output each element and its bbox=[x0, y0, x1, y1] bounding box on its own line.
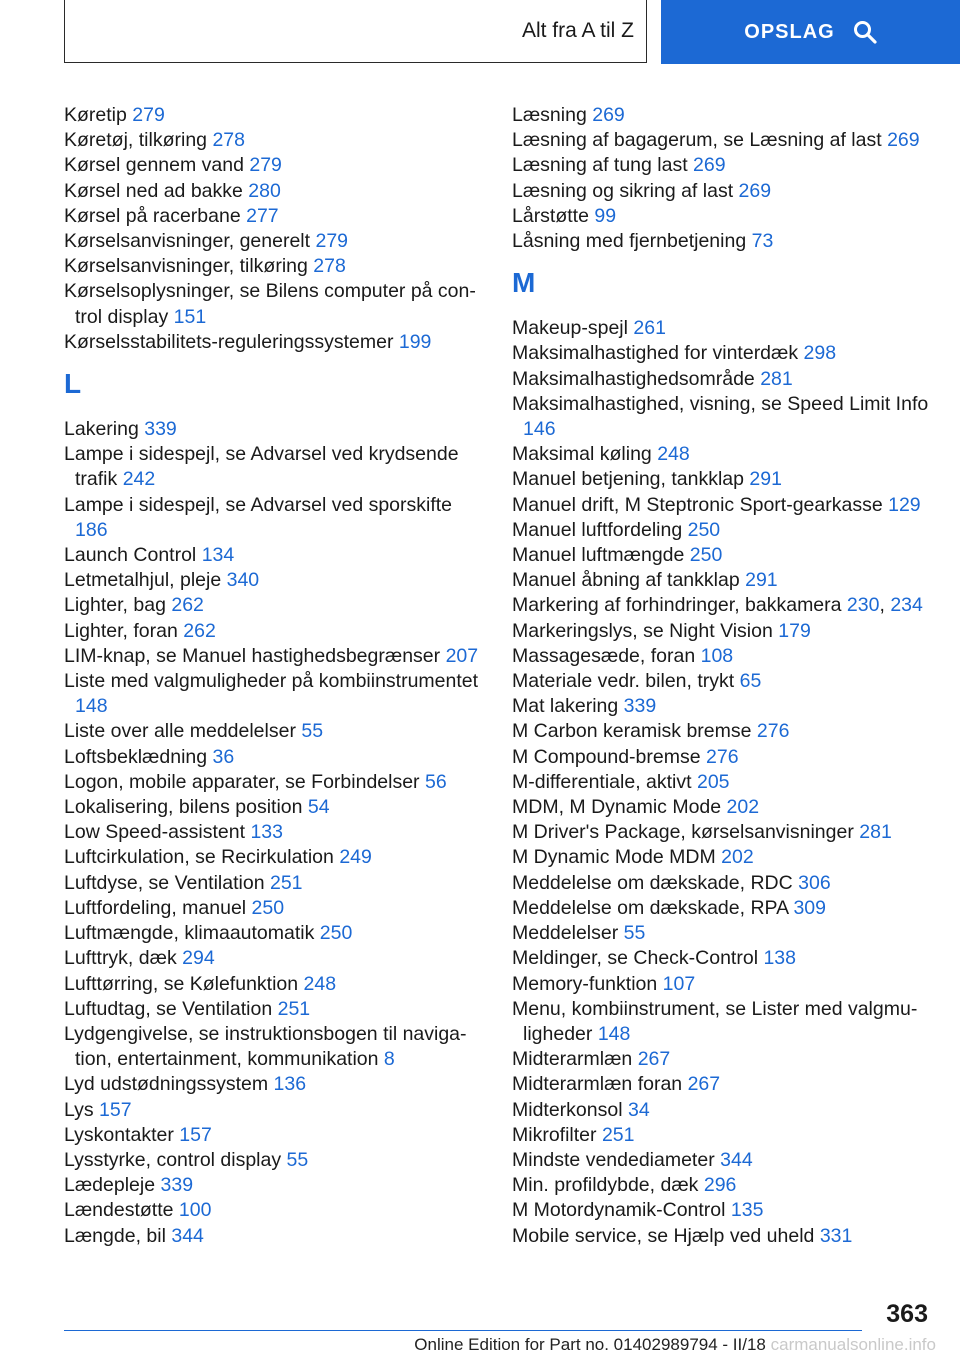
index-term: Lufttryk, dæk bbox=[64, 947, 177, 970]
page-link[interactable]: 262 bbox=[171, 594, 204, 617]
index-entry bbox=[64, 719, 484, 744]
index-entry bbox=[512, 972, 932, 997]
index-entry bbox=[512, 392, 932, 442]
page-link[interactable]: 249 bbox=[339, 846, 372, 869]
index-term: Lokalisering, bilens position bbox=[64, 796, 303, 819]
index-term: Lampe i sidespejl, se Advarsel ved sporskifte bbox=[64, 493, 453, 516]
page-link[interactable]: 294 bbox=[182, 947, 215, 970]
index-term: Midterkonsol bbox=[512, 1098, 623, 1121]
index-term: Lædepleje bbox=[64, 1174, 156, 1197]
index-term: Luftudtag, se Ventilation bbox=[64, 997, 273, 1020]
page-link[interactable]: 129 bbox=[888, 493, 921, 516]
page-link[interactable]: 248 bbox=[303, 972, 337, 995]
page-link[interactable]: 8 bbox=[383, 1048, 395, 1071]
index-term: Kørselsstabilitets-reguleringssystemer bbox=[64, 330, 394, 353]
index-entry bbox=[64, 128, 484, 153]
index-entry bbox=[64, 1022, 484, 1072]
page-link[interactable]: 248 bbox=[657, 443, 690, 466]
index-term: Kørselsanvisninger, generelt bbox=[64, 230, 311, 253]
page-link[interactable]: 340 bbox=[226, 569, 260, 592]
index-entry bbox=[512, 1123, 932, 1148]
index-term: Midterarmlæn foran bbox=[512, 1073, 683, 1096]
tab-a-to-z[interactable] bbox=[64, 0, 647, 63]
page-link[interactable]: 207 bbox=[445, 644, 479, 667]
index-entry bbox=[64, 795, 484, 820]
index-term: Låsning med fjernbetjening bbox=[512, 230, 747, 253]
index-term: M-differentiale, aktivt bbox=[512, 770, 692, 793]
index-entry bbox=[64, 279, 484, 329]
page-link[interactable]: 277 bbox=[246, 204, 279, 227]
index-entry bbox=[512, 795, 932, 820]
index-entry bbox=[512, 845, 932, 870]
page-link[interactable]: 55 bbox=[623, 922, 646, 945]
index-list-m bbox=[512, 316, 932, 1249]
index-term: Lys bbox=[64, 1098, 94, 1121]
index-term: Memory-funktion bbox=[512, 972, 658, 995]
index-term: Manuel åbning af tankklap bbox=[512, 569, 740, 592]
index-term: Maksimalhastighed for vinterdæk bbox=[512, 342, 799, 365]
index-term: Længde, bil bbox=[64, 1224, 166, 1247]
index-term: Meldinger, se Check-Control bbox=[512, 947, 759, 970]
search-icon bbox=[853, 20, 877, 44]
index-term: Manuel drift, M Steptronic Sport-gearkasse bbox=[512, 493, 883, 516]
page-link[interactable]: 108 bbox=[700, 644, 734, 667]
index-entry: Markering af forhindringer, bakkamera 230, 234 bbox=[512, 594, 923, 617]
index-term: Køretøj, tilkøring bbox=[64, 129, 208, 152]
index-entry bbox=[64, 593, 484, 618]
page-link[interactable]: 279 bbox=[249, 154, 282, 177]
page-link[interactable]: 234 bbox=[890, 594, 923, 617]
page-link[interactable]: 202 bbox=[726, 796, 760, 819]
page-link[interactable]: 36 bbox=[212, 745, 235, 768]
index-term: Midterarmlæn bbox=[512, 1048, 633, 1071]
page-link[interactable]: 250 bbox=[251, 896, 285, 919]
page-link[interactable]: 55 bbox=[286, 1148, 309, 1171]
page-link[interactable]: 278 bbox=[313, 255, 346, 278]
index-term: Kørsel ned ad bakke bbox=[64, 179, 243, 202]
index-entry bbox=[512, 694, 932, 719]
index-entry bbox=[512, 820, 932, 845]
index-entry bbox=[64, 820, 484, 845]
index-term: Læsning af tung last bbox=[512, 154, 688, 177]
index-entry bbox=[64, 330, 484, 355]
index-entry bbox=[64, 745, 484, 770]
opslag-label: OPSLAG bbox=[744, 20, 835, 43]
index-entry bbox=[512, 896, 932, 921]
index-entry bbox=[64, 770, 484, 795]
index-entry bbox=[64, 153, 484, 178]
index-term: Kørsel gennem vand bbox=[64, 154, 244, 177]
page-link[interactable]: 250 bbox=[319, 922, 353, 945]
index-term: Lufttørring, se Kølefunktion bbox=[64, 972, 299, 995]
tab-a-to-z-label: Alt fra A til Z bbox=[521, 19, 634, 42]
index-term: Launch Control bbox=[64, 544, 197, 567]
index-term: Manuel luftmængde bbox=[512, 544, 685, 567]
index-entry bbox=[64, 1098, 484, 1123]
index-term: Mikrofilter bbox=[512, 1123, 597, 1146]
index-term: M Driver's Package, kørselsanvisninger bbox=[512, 821, 854, 844]
index-term: Maksimalhastighedsområde bbox=[512, 367, 755, 390]
index-entry bbox=[512, 745, 932, 770]
page-link[interactable]: 296 bbox=[703, 1174, 737, 1197]
index-entry bbox=[64, 619, 484, 644]
index-entry bbox=[512, 367, 932, 392]
index-entry bbox=[64, 1072, 484, 1097]
index-term: Læsning og sikring af last bbox=[512, 179, 734, 202]
index-term: M Dynamic Mode MDM bbox=[512, 846, 716, 869]
page-link[interactable]: 157 bbox=[179, 1123, 212, 1146]
page-link[interactable]: 146 bbox=[523, 418, 556, 441]
index-term: Meddelelse om dækskade, RPA bbox=[512, 896, 789, 919]
index-term: Mindste vendediameter bbox=[512, 1148, 715, 1171]
index-entry bbox=[64, 417, 484, 442]
opslag-search-button[interactable] bbox=[661, 0, 960, 64]
page-link[interactable]: 269 bbox=[592, 104, 625, 126]
page-link[interactable]: 242 bbox=[122, 468, 156, 491]
index-entry bbox=[64, 946, 484, 971]
page-number: 363 bbox=[886, 1300, 928, 1328]
page-link[interactable]: 331 bbox=[819, 1224, 853, 1247]
index-entry bbox=[512, 467, 932, 492]
index-term: Lydgengivelse, se instruktionsbogen til navigation, entertainment, kommunikation bbox=[64, 1022, 467, 1071]
index-entry bbox=[512, 1148, 932, 1173]
index-column-right bbox=[512, 103, 932, 1249]
page-link[interactable]: 262 bbox=[183, 619, 216, 642]
index-entry bbox=[64, 669, 484, 719]
page-link[interactable]: 55 bbox=[301, 720, 324, 743]
index-term: Luftmængde, klimaautomatik bbox=[64, 922, 315, 945]
index-term: Lampe i sidespejl, se Advarsel ved krydsende trafik bbox=[64, 443, 459, 491]
index-entry bbox=[64, 568, 484, 593]
page-link[interactable]: 281 bbox=[760, 367, 793, 390]
index-term: M Compound-bremse bbox=[512, 745, 701, 768]
index-term: Kørselsoplysninger, se Bilens computer på control display bbox=[64, 280, 476, 328]
page-link[interactable]: 280 bbox=[248, 179, 281, 202]
index-entry bbox=[512, 179, 932, 204]
page-link[interactable]: 261 bbox=[633, 317, 666, 340]
page-link[interactable]: 298 bbox=[803, 342, 837, 365]
index-entry bbox=[512, 316, 932, 341]
page-link[interactable]: 267 bbox=[637, 1048, 671, 1071]
index-term: Køretip bbox=[64, 104, 127, 126]
index-entry bbox=[512, 871, 932, 896]
page-link[interactable]: 133 bbox=[250, 821, 283, 844]
page-link[interactable]: 251 bbox=[269, 871, 303, 894]
index-term: Lakering bbox=[64, 418, 139, 441]
footer-divider bbox=[64, 1330, 862, 1331]
index-entry bbox=[512, 997, 932, 1047]
page-link[interactable]: 279 bbox=[315, 230, 349, 253]
page-link[interactable]: 157 bbox=[99, 1098, 132, 1121]
index-term: Maksimalhastighed, visning, se Speed Limit Info bbox=[512, 392, 929, 415]
index-term: Luftdyse, se Ventilation bbox=[64, 871, 265, 894]
index-entry bbox=[64, 179, 484, 204]
index-entry bbox=[512, 1198, 932, 1223]
index-term: Maksimal køling bbox=[512, 443, 652, 466]
page-link[interactable]: 179 bbox=[778, 619, 811, 642]
top-navigation bbox=[0, 0, 960, 64]
index-term: Lighter, foran bbox=[64, 619, 178, 642]
index-entry bbox=[64, 493, 484, 543]
index-entry bbox=[512, 153, 932, 178]
index-entry bbox=[512, 128, 932, 153]
index-entry bbox=[64, 442, 484, 492]
index-term: Læsning bbox=[512, 104, 587, 126]
index-term: Manuel betjening, tankklap bbox=[512, 468, 744, 491]
page-link[interactable]: 251 bbox=[277, 997, 311, 1020]
index-term: Kørselsanvisninger, tilkøring bbox=[64, 255, 308, 278]
index-entry bbox=[512, 644, 932, 669]
index-term: Lysstyrke, control display bbox=[64, 1148, 282, 1171]
index-entry bbox=[64, 972, 484, 997]
edition-text: Online Edition for Part no. 01402989794 - II/18 bbox=[414, 1335, 766, 1354]
index-entry bbox=[512, 493, 932, 518]
page-link[interactable]: 134 bbox=[201, 544, 235, 567]
page-link[interactable]: 202 bbox=[721, 846, 754, 869]
index-term: M Carbon keramisk bremse bbox=[512, 720, 752, 743]
page-link[interactable]: 230 bbox=[846, 594, 880, 617]
index-entry bbox=[64, 921, 484, 946]
page-link[interactable]: 251 bbox=[601, 1123, 635, 1146]
index-term: Makeup-spejl bbox=[512, 317, 628, 340]
page-link[interactable]: 278 bbox=[212, 129, 245, 152]
index-list-l-continued bbox=[512, 103, 932, 254]
index-term: M Motordynamik-Control bbox=[512, 1199, 726, 1222]
page-link[interactable]: 250 bbox=[689, 544, 723, 567]
index-entry bbox=[64, 845, 484, 870]
index-term: Mobile service, se Hjælp ved uheld bbox=[512, 1224, 815, 1247]
page-link[interactable]: 281 bbox=[859, 821, 892, 844]
footer-edition bbox=[414, 1335, 936, 1355]
index-term: Mat lakering bbox=[512, 695, 619, 718]
page-link[interactable]: 148 bbox=[75, 695, 108, 718]
page-link[interactable]: 151 bbox=[173, 305, 207, 328]
page-link[interactable]: 73 bbox=[751, 230, 774, 253]
index-term: LIM-knap, se Manuel hastighedsbegrænser bbox=[64, 644, 441, 667]
page-link[interactable]: 99 bbox=[594, 204, 617, 227]
page-link[interactable]: 148 bbox=[597, 1022, 631, 1045]
page-link[interactable]: 267 bbox=[687, 1073, 721, 1096]
page-link[interactable]: 199 bbox=[398, 330, 432, 353]
index-entry bbox=[64, 997, 484, 1022]
index-term: MDM, M Dynamic Mode bbox=[512, 796, 722, 819]
index-entry bbox=[512, 669, 932, 694]
index-entry bbox=[512, 770, 932, 795]
index-entry bbox=[64, 1224, 484, 1249]
index-entry bbox=[512, 568, 932, 593]
index-term: Loftsbeklædning bbox=[64, 745, 208, 768]
index-entry bbox=[512, 921, 932, 946]
page-link[interactable]: 339 bbox=[144, 418, 177, 441]
index-entry bbox=[512, 1098, 932, 1123]
page-link[interactable]: 65 bbox=[739, 670, 762, 693]
page-link[interactable]: 306 bbox=[798, 871, 831, 894]
index-column-left bbox=[64, 103, 484, 1249]
page-link[interactable]: 100 bbox=[178, 1199, 212, 1222]
index-term: Letmetalhjul, pleje bbox=[64, 569, 222, 592]
page-link[interactable]: 269 bbox=[887, 129, 920, 152]
index-term: Lårstøtte bbox=[512, 204, 589, 227]
index-entry bbox=[512, 946, 932, 971]
index-term: Markeringslys, se Night Vision bbox=[512, 619, 773, 642]
index-term: Logon, mobile apparater, se Forbindelser bbox=[64, 770, 420, 793]
section-letter-m: M bbox=[512, 267, 536, 299]
index-term: Liste med valgmuligheder på kombiinstrumentet bbox=[64, 670, 479, 693]
index-term: Materiale vedr. bilen, trykt bbox=[512, 670, 735, 693]
page-link[interactable]: 339 bbox=[160, 1174, 194, 1197]
page-link[interactable]: 136 bbox=[273, 1073, 307, 1096]
index-term: Lyskontakter bbox=[64, 1123, 174, 1146]
index-list-k bbox=[64, 103, 484, 355]
index-entry bbox=[64, 644, 484, 669]
index-entry bbox=[64, 103, 484, 128]
page-link[interactable]: 34 bbox=[627, 1098, 650, 1121]
index-entry bbox=[512, 543, 932, 568]
page-link[interactable]: 344 bbox=[171, 1224, 204, 1247]
index-entry bbox=[512, 1047, 932, 1072]
index-term: Lændestøtte bbox=[64, 1199, 174, 1222]
page-link[interactable]: 269 bbox=[738, 179, 772, 202]
page-link[interactable]: 205 bbox=[696, 770, 730, 793]
index-term: Luftcirkulation, se Recirkulation bbox=[64, 846, 334, 869]
page-link[interactable]: 186 bbox=[75, 518, 108, 541]
index-entry bbox=[512, 204, 932, 229]
index-entry bbox=[512, 103, 932, 128]
index-entry bbox=[64, 1123, 484, 1148]
index-entry bbox=[512, 619, 932, 644]
index-entry bbox=[64, 871, 484, 896]
index-entry bbox=[64, 204, 484, 229]
index-term: Manuel luftfordeling bbox=[512, 518, 683, 541]
page-link[interactable]: 138 bbox=[763, 947, 796, 970]
index-term: Luftfordeling, manuel bbox=[64, 896, 247, 919]
index-entry bbox=[64, 1173, 484, 1198]
page-link[interactable]: 250 bbox=[687, 518, 721, 541]
index-term: Lighter, bag bbox=[64, 594, 166, 617]
page-link[interactable]: 107 bbox=[662, 972, 696, 995]
index-term: Low Speed-assistent bbox=[64, 821, 246, 844]
page-link[interactable]: 276 bbox=[756, 720, 790, 743]
index-term: Kørsel på racerbane bbox=[64, 204, 241, 227]
index-term: Meddelelser bbox=[512, 922, 619, 945]
index-entry bbox=[64, 543, 484, 568]
index-term: Lyd udstødningssystem bbox=[64, 1073, 269, 1096]
page-link[interactable]: 344 bbox=[720, 1148, 753, 1171]
index-entry bbox=[64, 896, 484, 921]
index-term: Markering af forhindringer, bakkamera bbox=[512, 594, 842, 617]
page-link[interactable]: 135 bbox=[730, 1199, 764, 1222]
index-entry bbox=[512, 719, 932, 744]
index-entry bbox=[512, 518, 932, 543]
page-link[interactable]: 339 bbox=[623, 695, 657, 718]
index-entry bbox=[64, 1198, 484, 1223]
section-letter-l: L bbox=[64, 368, 82, 400]
index-entry bbox=[512, 341, 932, 366]
page-link[interactable]: 269 bbox=[693, 154, 726, 177]
index-list-l bbox=[64, 417, 484, 1249]
index-term: Liste over alle meddelelser bbox=[64, 720, 296, 743]
index-entry bbox=[64, 1148, 484, 1173]
index-entry bbox=[512, 1224, 932, 1249]
page-link[interactable]: 279 bbox=[132, 104, 165, 126]
index-term: Meddelelse om dækskade, RDC bbox=[512, 871, 793, 894]
page-link[interactable]: 276 bbox=[706, 745, 739, 768]
page-link[interactable]: 291 bbox=[749, 468, 782, 491]
index-entry bbox=[512, 1072, 932, 1097]
page-link[interactable]: 56 bbox=[424, 770, 447, 793]
page-link[interactable]: 54 bbox=[307, 796, 330, 819]
index-entry bbox=[64, 229, 484, 254]
index-entry bbox=[512, 229, 932, 254]
page-link[interactable]: 291 bbox=[745, 569, 778, 592]
index-term: Læsning af bagagerum, se Læsning af last bbox=[512, 129, 882, 152]
index-entry bbox=[64, 254, 484, 279]
page-link[interactable]: 309 bbox=[793, 896, 826, 919]
watermark-text: carmanualsonline.info bbox=[770, 1335, 936, 1354]
index-entry bbox=[512, 442, 932, 467]
index-term: Menu, kombiinstrument, se Lister med valgmuligheder bbox=[512, 997, 918, 1045]
index-term: Massagesæde, foran bbox=[512, 644, 696, 667]
index-term: Min. profildybde, dæk bbox=[512, 1174, 699, 1197]
index-entry bbox=[512, 1173, 932, 1198]
